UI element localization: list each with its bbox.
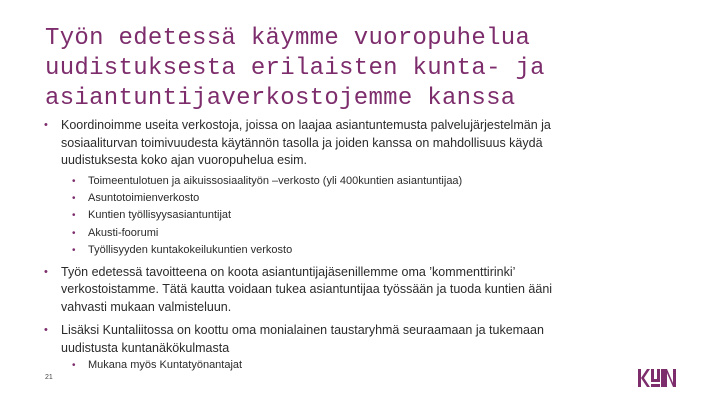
- title-line-1: Työn edetessä käymme vuoropuhelua: [45, 25, 531, 52]
- sub-bullet-text: Mukana myös Kuntatyönantajat: [88, 359, 243, 372]
- bullet-marker: •: [72, 227, 76, 239]
- kuntaliitto-logo: [637, 367, 677, 389]
- bullet-background-group: [44, 322, 684, 357]
- bullet-marker: •: [72, 245, 76, 257]
- bullet-line: Lisäksi Kuntaliitossa on koottu oma monialainen taustaryhmä seuraamaan ja tukemaan: [61, 323, 544, 338]
- bullet-line: verkostoistamme. Tätä kautta voidaan tukea asiantuntijaa työssään ja tuoda kuntien ääni: [61, 282, 553, 297]
- sub-bullet-item: [72, 173, 684, 190]
- bullet-line: uudistusta kuntanäkökulmasta: [61, 340, 230, 355]
- sub-bullet-item: [72, 225, 684, 242]
- bullet-marker: •: [44, 324, 48, 337]
- bullet-line: Työn edetessä tavoitteena on koota asiantuntijajäsenillemme oma ’kommenttirinki’: [61, 264, 516, 279]
- bullet-marker: •: [72, 210, 76, 222]
- slide-body: [44, 117, 684, 378]
- bullet-line: Koordinoimme useita verkostoja, joissa on laajaa asiantuntemusta palvelujärjestelmän ja: [61, 118, 551, 132]
- page-number: 21: [45, 374, 53, 381]
- sub-bullet-list: [72, 173, 684, 260]
- bullet-line: vahvasti mukaan valmisteluun.: [61, 299, 232, 314]
- bullet-line: sosiaaliturvan toimivuudesta käytännön tasolla ja joiden kanssa on mahdollisuus käydä: [61, 135, 543, 150]
- bullet-marker: •: [44, 265, 48, 278]
- sub-bullet-list: [72, 357, 684, 374]
- sub-bullet-text: Akusti-foorumi: [88, 226, 159, 239]
- sub-bullet-item: [72, 242, 684, 259]
- sub-bullet-item: [72, 357, 684, 374]
- sub-bullet-item: [72, 207, 684, 224]
- bullet-networks: [44, 117, 684, 170]
- sub-bullet-item: [72, 190, 684, 207]
- sub-bullet-text: Toimeentulotuen ja aikuissosiaalityön –verkosto (yli 400kuntien asiantuntijaa): [88, 174, 463, 187]
- title-line-3: asiantuntijaverkostojemme kanssa: [45, 85, 516, 112]
- bullet-line: uudistuksesta koko ajan vuoropuhelua esim.: [61, 153, 307, 167]
- slide-title: [45, 24, 685, 114]
- sub-bullet-text: Kuntien työllisyysasiantuntijat: [88, 209, 232, 222]
- bullet-comment-ring: [44, 264, 684, 317]
- sub-bullet-text: Asuntotoimienverkosto: [88, 191, 200, 204]
- title-line-2: uudistuksesta erilaisten kunta- ja: [45, 55, 545, 82]
- bullet-marker: •: [72, 192, 76, 204]
- bullet-marker: •: [44, 119, 48, 131]
- sub-bullet-text: Työllisyyden kuntakokeilukuntien verkosto: [88, 244, 293, 257]
- bullet-marker: •: [72, 360, 76, 372]
- bullet-marker: •: [72, 175, 76, 187]
